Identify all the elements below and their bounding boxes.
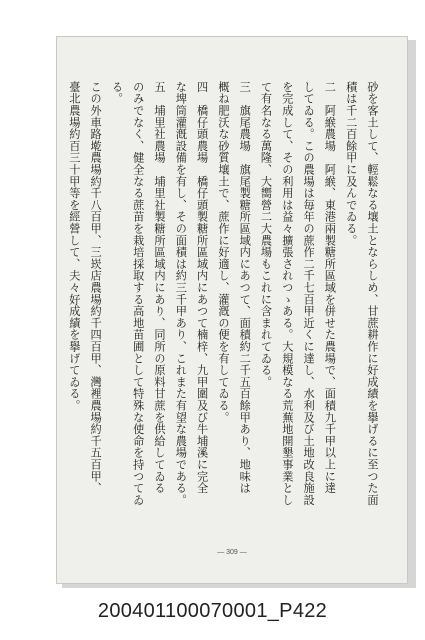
text-column-14: この外車路墘農場約千八百甲、三崁店農場約千四百甲、灣裡農場約千五百甲、 [89, 81, 103, 494]
text-column-13: る。 [110, 81, 124, 105]
text-column-5: を完成して、その利用は益々擴張されつゝある。大規模なる荒蕪地開墾事業とし [280, 81, 294, 506]
text-column-3: 二 阿緱農場 阿緱、東港兩製糖所區域を併せた農場で、面積九千甲以上に達 [323, 81, 337, 494]
document-page [56, 36, 408, 584]
text-column-1: 砂を客土して、輕鬆なる壤土とならしめ、甘蔗耕作に好成績を擧げるに至つた面 [366, 81, 379, 506]
text-column-2: 積は千二百餘甲に及んでゐる。 [344, 81, 358, 247]
page-number: — 309 — [217, 549, 247, 556]
text-column-11: 五 埔里社農場 埔里社製糖所區域内にあり、同所の原料甘蔗を供給してゐる [153, 81, 167, 494]
image-caption: 200401100070001_P422 [97, 600, 328, 622]
text-column-15: 臺北農場約百三十甲等を經營して、夫々好成績を擧げてゐる。 [67, 81, 81, 412]
text-column-4: してゐる。この農場は毎年の蔗作二千七百甲近くに達し、水利及び土地改良施設 [302, 81, 316, 506]
text-column-12: のみでなく、健全なる蔗苗を栽培採取する高地苗圃として特殊な使命を持つてゐ [131, 81, 145, 506]
text-column-8: 概ね肥沃な砂質壤土で、蔗作に好適し、灌漑の便を有してゐる。 [216, 81, 230, 424]
vertical-text-block [67, 81, 383, 533]
text-column-9: 四 橋仔頭農場 橋仔頭製糖所區域内にあつて楠梓、九甲圍及び牛埔溪に完全 [195, 81, 209, 494]
text-column-7: 三 旗尾農場 旗尾製糖所區域内にあつて、面積約二千五百餘甲あり、地味は [238, 81, 252, 494]
text-column-10: な埤筒灌漑設備を有し、その面積は約三千甲あり、これまた有望な農場である。 [174, 81, 188, 506]
text-column-6: て有名なる萬隆、大嚮營二大農場もこれに含まれてゐる。 [259, 81, 273, 388]
